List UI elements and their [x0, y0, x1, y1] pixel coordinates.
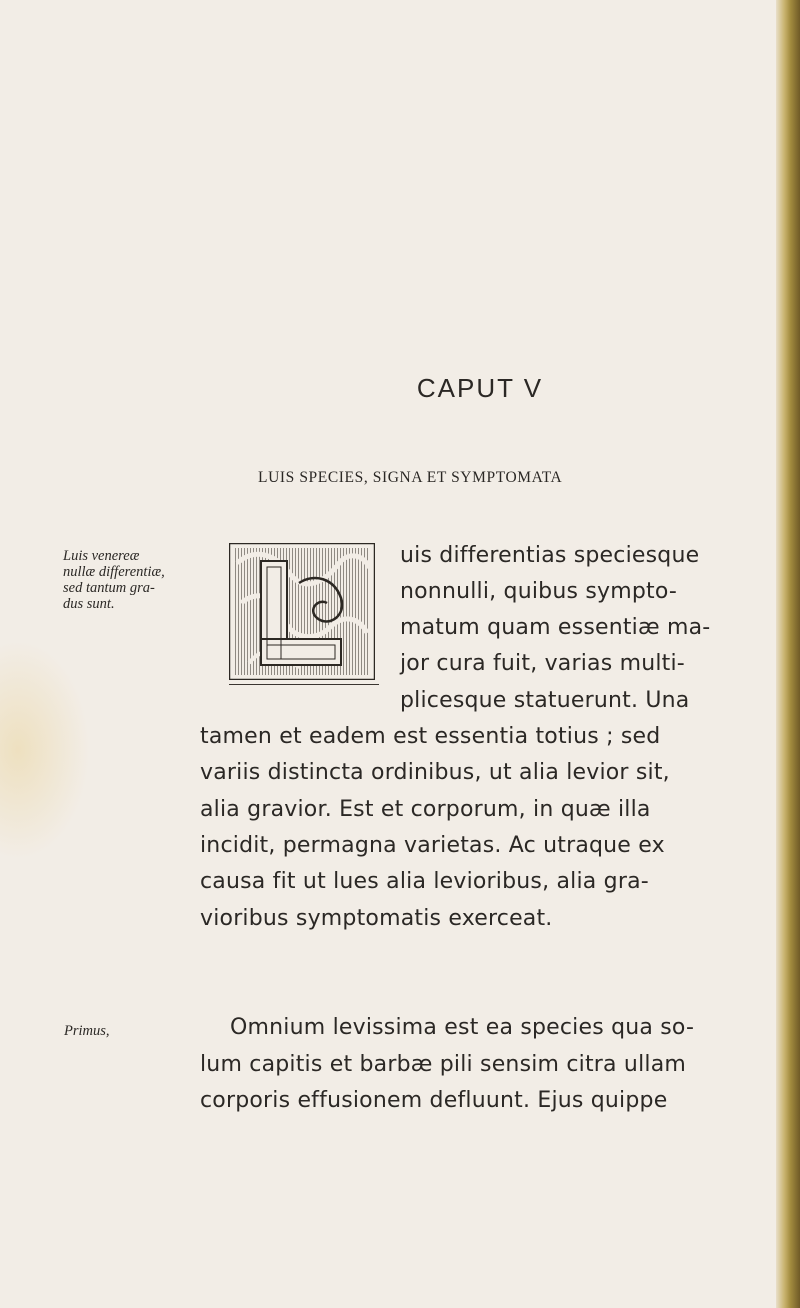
paragraph-1-line: alia gravior. Est et corporum, in quæ illa — [200, 797, 651, 822]
paragraph-1-line: causa fit ut lues alia levioribus, alia gra- — [200, 869, 649, 894]
marginal-note-line: sed tantum gra- — [63, 580, 155, 596]
paragraph-1-line: plicesque statuerunt. Una — [400, 688, 690, 713]
marginal-note-line: nullæ differentiæ, — [63, 564, 165, 580]
paragraph-2-line: Omnium levissima est ea species qua so- — [230, 1015, 695, 1040]
marginal-note-primus: Primus, — [64, 1023, 110, 1039]
marginal-note-line: Luis venereæ — [63, 548, 140, 564]
paragraph-1-line: incidit, permagna varietas. Ac utraque ex — [200, 833, 665, 858]
initial-underline — [229, 684, 379, 685]
paragraph-1-line: jor cura fuit, varias multi- — [400, 651, 685, 676]
paragraph-1-line: nonnulli, quibus sympto- — [400, 579, 678, 604]
paragraph-1-line: tamen et eadem est essentia totius ; sed — [200, 724, 661, 749]
paragraph-2-line: lum capitis et barbæ pili sensim citra ullam — [200, 1052, 687, 1077]
paragraph-1-line: uis differentias speciesque — [400, 543, 700, 568]
paragraph-1-line: variis distincta ordinibus, ut alia levior sit, — [200, 760, 670, 785]
paper-stain — [0, 640, 90, 860]
paragraph-1-line: matum quam essentiæ ma- — [400, 615, 711, 640]
marginal-note-line: dus sunt. — [63, 596, 115, 612]
ornamental-initial-icon — [229, 543, 375, 680]
chapter-subtitle: LUIS SPECIES, SIGNA ET SYMPTOMATA — [258, 469, 563, 486]
paragraph-1-line: vioribus symptomatis exerceat. — [200, 906, 553, 931]
chapter-title: CAPUT V — [416, 373, 544, 403]
marginal-note-degrees — [63, 548, 223, 612]
page-edge — [776, 0, 800, 1308]
paragraph-2-line: corporis effusionem defluunt. Ejus quippe — [200, 1088, 668, 1113]
